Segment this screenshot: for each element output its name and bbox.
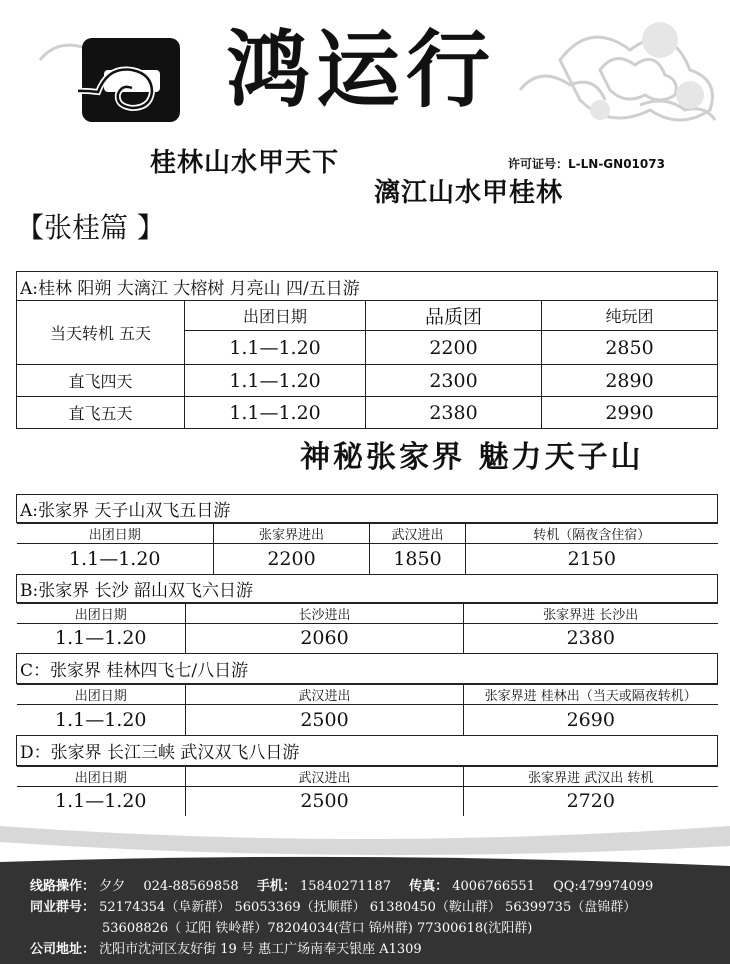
departure-date: 1.1—1.20 — [17, 786, 186, 816]
price-value: 2150 — [466, 544, 718, 574]
table-row — [17, 654, 718, 684]
zhangjiajie-slogan: 神秘张家界 魅力天子山 — [300, 440, 644, 475]
address-row — [30, 939, 653, 960]
price-value: 2500 — [186, 786, 464, 816]
table-row — [17, 602, 718, 654]
column-header: 长沙进出 — [186, 603, 464, 623]
price-value: 2890 — [542, 365, 718, 397]
table-row — [17, 523, 718, 575]
table-row — [17, 365, 718, 397]
tour-title: C：张家界 桂林四飞七/八日游 — [17, 654, 718, 684]
table-row — [17, 574, 718, 602]
tour-title: A:桂林 阳朔 大漓江 大榕树 月亮山 四/五日游 — [17, 272, 718, 301]
groups-row — [30, 918, 653, 939]
contact-row — [30, 876, 653, 897]
ops-label: 线路操作： — [30, 879, 96, 894]
license-number: 许可证号：L-LN-GN01073 — [508, 157, 665, 171]
column-header: 品质团 — [366, 301, 542, 331]
column-header: 张家界进出 — [214, 524, 370, 544]
table-row — [17, 495, 718, 523]
tour-title: D：张家界 长江三峡 武汉双飞八日游 — [17, 735, 718, 765]
contact-footer — [30, 876, 653, 960]
table-row — [17, 684, 718, 736]
column-header: 转机（隔夜含住宿） — [466, 524, 718, 544]
departure-date: 1.1—1.20 — [17, 544, 214, 574]
table-row — [17, 735, 718, 765]
zhangjiajie-price-table — [16, 494, 718, 816]
departure-date: 1.1—1.20 — [185, 365, 366, 397]
column-header: 张家界进 长沙出 — [464, 603, 718, 623]
slogan-line-1: 桂林山水甲天下 — [150, 148, 340, 178]
price-value: 2060 — [186, 623, 464, 653]
table-row — [17, 765, 718, 816]
price-value: 2380 — [366, 397, 542, 429]
ops-phone: 024-88569858 — [143, 879, 239, 894]
column-header: 出团日期 — [17, 685, 186, 705]
column-header: 武汉进出 — [186, 685, 464, 705]
departure-date: 1.1—1.20 — [17, 623, 186, 653]
price-value: 2850 — [542, 331, 718, 365]
price-value: 2500 — [186, 705, 464, 735]
price-value: 2690 — [464, 705, 718, 735]
column-header: 纯玩团 — [542, 301, 718, 331]
guilin-price-table — [16, 271, 718, 429]
price-value: 2200 — [366, 331, 542, 365]
column-header: 张家界进 桂林出（当天或隔夜转机） — [464, 685, 718, 705]
address-label: 公司地址： — [30, 942, 96, 957]
section-title: 【张桂篇 】 — [16, 211, 165, 244]
price-value: 2720 — [464, 786, 718, 816]
table-row — [17, 397, 718, 429]
fax-label: 传真： — [409, 879, 449, 894]
departure-date: 1.1—1.20 — [185, 397, 366, 429]
mobile-number: 15840271187 — [299, 879, 391, 894]
company-logo — [78, 34, 184, 126]
groups-label: 同业群号： — [30, 900, 96, 915]
groups-line-2: 53608826（ 辽阳 铁岭群）78204034(营口 锦州群) 77300618(沈阳群) — [102, 921, 533, 936]
column-header: 出团日期 — [17, 766, 186, 786]
brand-title: 鸿运行 — [226, 21, 497, 119]
route-name: 直飞五天 — [17, 397, 185, 429]
departure-date: 1.1—1.20 — [17, 705, 186, 735]
mobile-label: 手机： — [256, 879, 296, 894]
column-header: 武汉进出 — [370, 524, 466, 544]
price-value: 2200 — [214, 544, 370, 574]
groups-line-1: 52174354（阜新群） 56053369（抚顺群） 61380450（鞍山群） 56399735（盘锦群） — [99, 900, 637, 915]
price-value: 2990 — [542, 397, 718, 429]
route-name: 直飞四天 — [17, 365, 185, 397]
column-header: 出团日期 — [17, 524, 214, 544]
column-header: 张家界进 武汉出 转机 — [464, 766, 718, 786]
tour-title: A:张家界 天子山双飞五日游 — [17, 495, 718, 523]
groups-row — [30, 897, 653, 918]
column-header: 武汉进出 — [186, 766, 464, 786]
price-value: 1850 — [370, 544, 466, 574]
tour-title: B:张家界 长沙 韶山双飞六日游 — [17, 574, 718, 602]
qq-number: QQ:479974099 — [553, 879, 654, 894]
table-row — [17, 272, 718, 301]
column-header: 出团日期 — [185, 301, 366, 331]
price-value: 2300 — [366, 365, 542, 397]
company-address: 沈阳市沈河区友好街 19 号 惠工广场南奉天银座 A1309 — [99, 942, 422, 957]
ops-name: 夕夕 — [99, 879, 126, 894]
column-header: 出团日期 — [17, 603, 186, 623]
slogan-line-2: 漓江山水甲桂林 — [374, 178, 564, 208]
price-value: 2380 — [464, 623, 718, 653]
table-row — [17, 301, 718, 331]
departure-date: 1.1—1.20 — [185, 331, 366, 365]
fax-number: 4006766551 — [452, 879, 535, 894]
route-name: 当天转机 五天 — [17, 301, 185, 365]
